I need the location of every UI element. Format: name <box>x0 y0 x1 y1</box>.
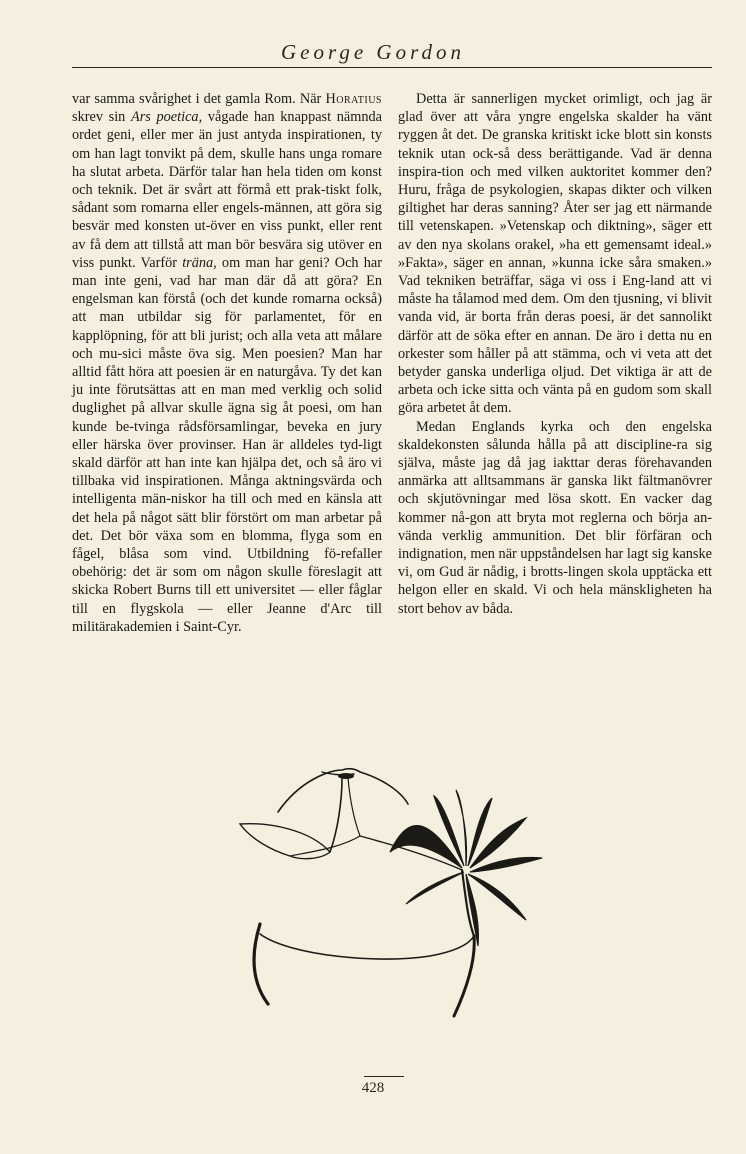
header-rule <box>72 67 712 68</box>
author-name-horatius: Horatius <box>325 91 382 107</box>
footer-rule <box>364 1076 404 1077</box>
left-column <box>72 90 382 636</box>
text-run: om man har geni? Och har man inte geni, vad har man där då att göra? En engelsman kan förstå (och det kunde romarna också) att man utbildar sig för parlamentet, för en kapplöpning, för att bli jurist; och alla veta att målare och mu-sici måste öva sig. Men poesien? Man har alltid fått höra att poesien är en naturgåva. Ty det kan ju inte förutsättas att en man med verklig och solid duglighet på allvar skulle ägna sig åt poesi, om han kunde be-tvinga rådsförsamlingar, beveka en jury eller härska över provinser. Han är alldeles tyd-ligt skald därför att han inte kan hjälpa det, och så äro vi tillbaka vid inspirationen. Många aktningsvärda och intelligenta män-niskor ha till och med en känsla att det hela på något sätt blir förstört om man arbetar på det. Det bör växa som en blomma, flyga som en fågel, blåsa som vind. Utbildning fö-refaller obehörig: det är som om någon skulle föreslagit att skicka Robert Burns till ett universitet — eller fåglar till en flygskola — eller Jeanne d'Arc till militärakademien i Saint-Cyr. <box>72 254 382 635</box>
text-run: var samma svårighet i det gamla Rom. När <box>72 91 326 107</box>
text-run: vågade han knappast nämnda ordet geni, eller mer än just antyda inspirationen, ty om han lagt tonvikt på dem, skulle hans unga romare ha slutat arbeta. Därför talar han hela tiden om konst och teknik. Det är svårt att förmå ett prak-tiskt folk, sådant som romarna eller engels-männen, att göra sig besvär med konsten ut-över en viss punkt, eller rent av få dem att tillstå att man bör besvära sig utöver en viss punkt. Varför <box>72 109 383 271</box>
ink-line-drawing-plant-icon <box>230 760 550 1030</box>
right-paragraph-2: Medan Englands kyrka och den engelska skaldekonsten sålunda hålla på att discipline-ra sig själva, måste jag då jag iakttar deras förehavanden anmärka att alltsammans är ganska likt fältmanövrer och skjutövningar med lösa skott. En vacker dag kommer nå-gon att bryta mot reglerna och börja an-vända verklig ammunition. Det blir förfäran och indignation, men när uppståndelsen har lagt sig kanske vi, om Gud är nådig, i brotts-lingen skola upptäcka ett helgon eller en skald. Vi och hela mänskligheten ha stort behov av båda. <box>398 418 712 617</box>
right-paragraph-1: Detta är sannerligen mycket orimligt, och jag är glad över att våra yngre engelska skalder ha vänt ryggen åt det. De granska kritiskt icke blott sin konsts teknik utan ock-så dess berättigande. Vad är denna inspira-tion och med vilken auktoritet kommer den? Huru, fråga de psykologien, skapas dikter och vilken giltighet har deras sanning? Åter ser jag ett närmande till vetenskapen. »Vetenskap och diktning», säger ett av den nya skolans orakel, »ha ett gemensamt ideal.» »Fakta», säger en annan, »kunna icke såra smaken.» Vad tekniken beträffar, säga vi oss i Eng-land att vi måste ha tålamod med dem. Om den tjusning, vi blivit vanda vid, är borta från deras poesi, är det sannolikt därför att de söka efter en annan. De äro i detta nu en orkester som håller på att stämma, och vi veta att det betyder ganska underliga oljud. Det viktiga är att de arbeta och icke sitta och vänta på en gudom som skall göra arbetet åt dem. <box>398 91 712 417</box>
left-paragraph-1 <box>72 90 382 636</box>
text-run: skrev sin <box>72 109 131 126</box>
right-column <box>398 90 712 618</box>
emphasis-trana: träna, <box>182 254 217 271</box>
running-header-title: George Gordon <box>280 40 465 64</box>
work-title-ars-poetica: Ars poetica, <box>130 109 203 126</box>
page-number: 428 <box>361 1080 385 1096</box>
